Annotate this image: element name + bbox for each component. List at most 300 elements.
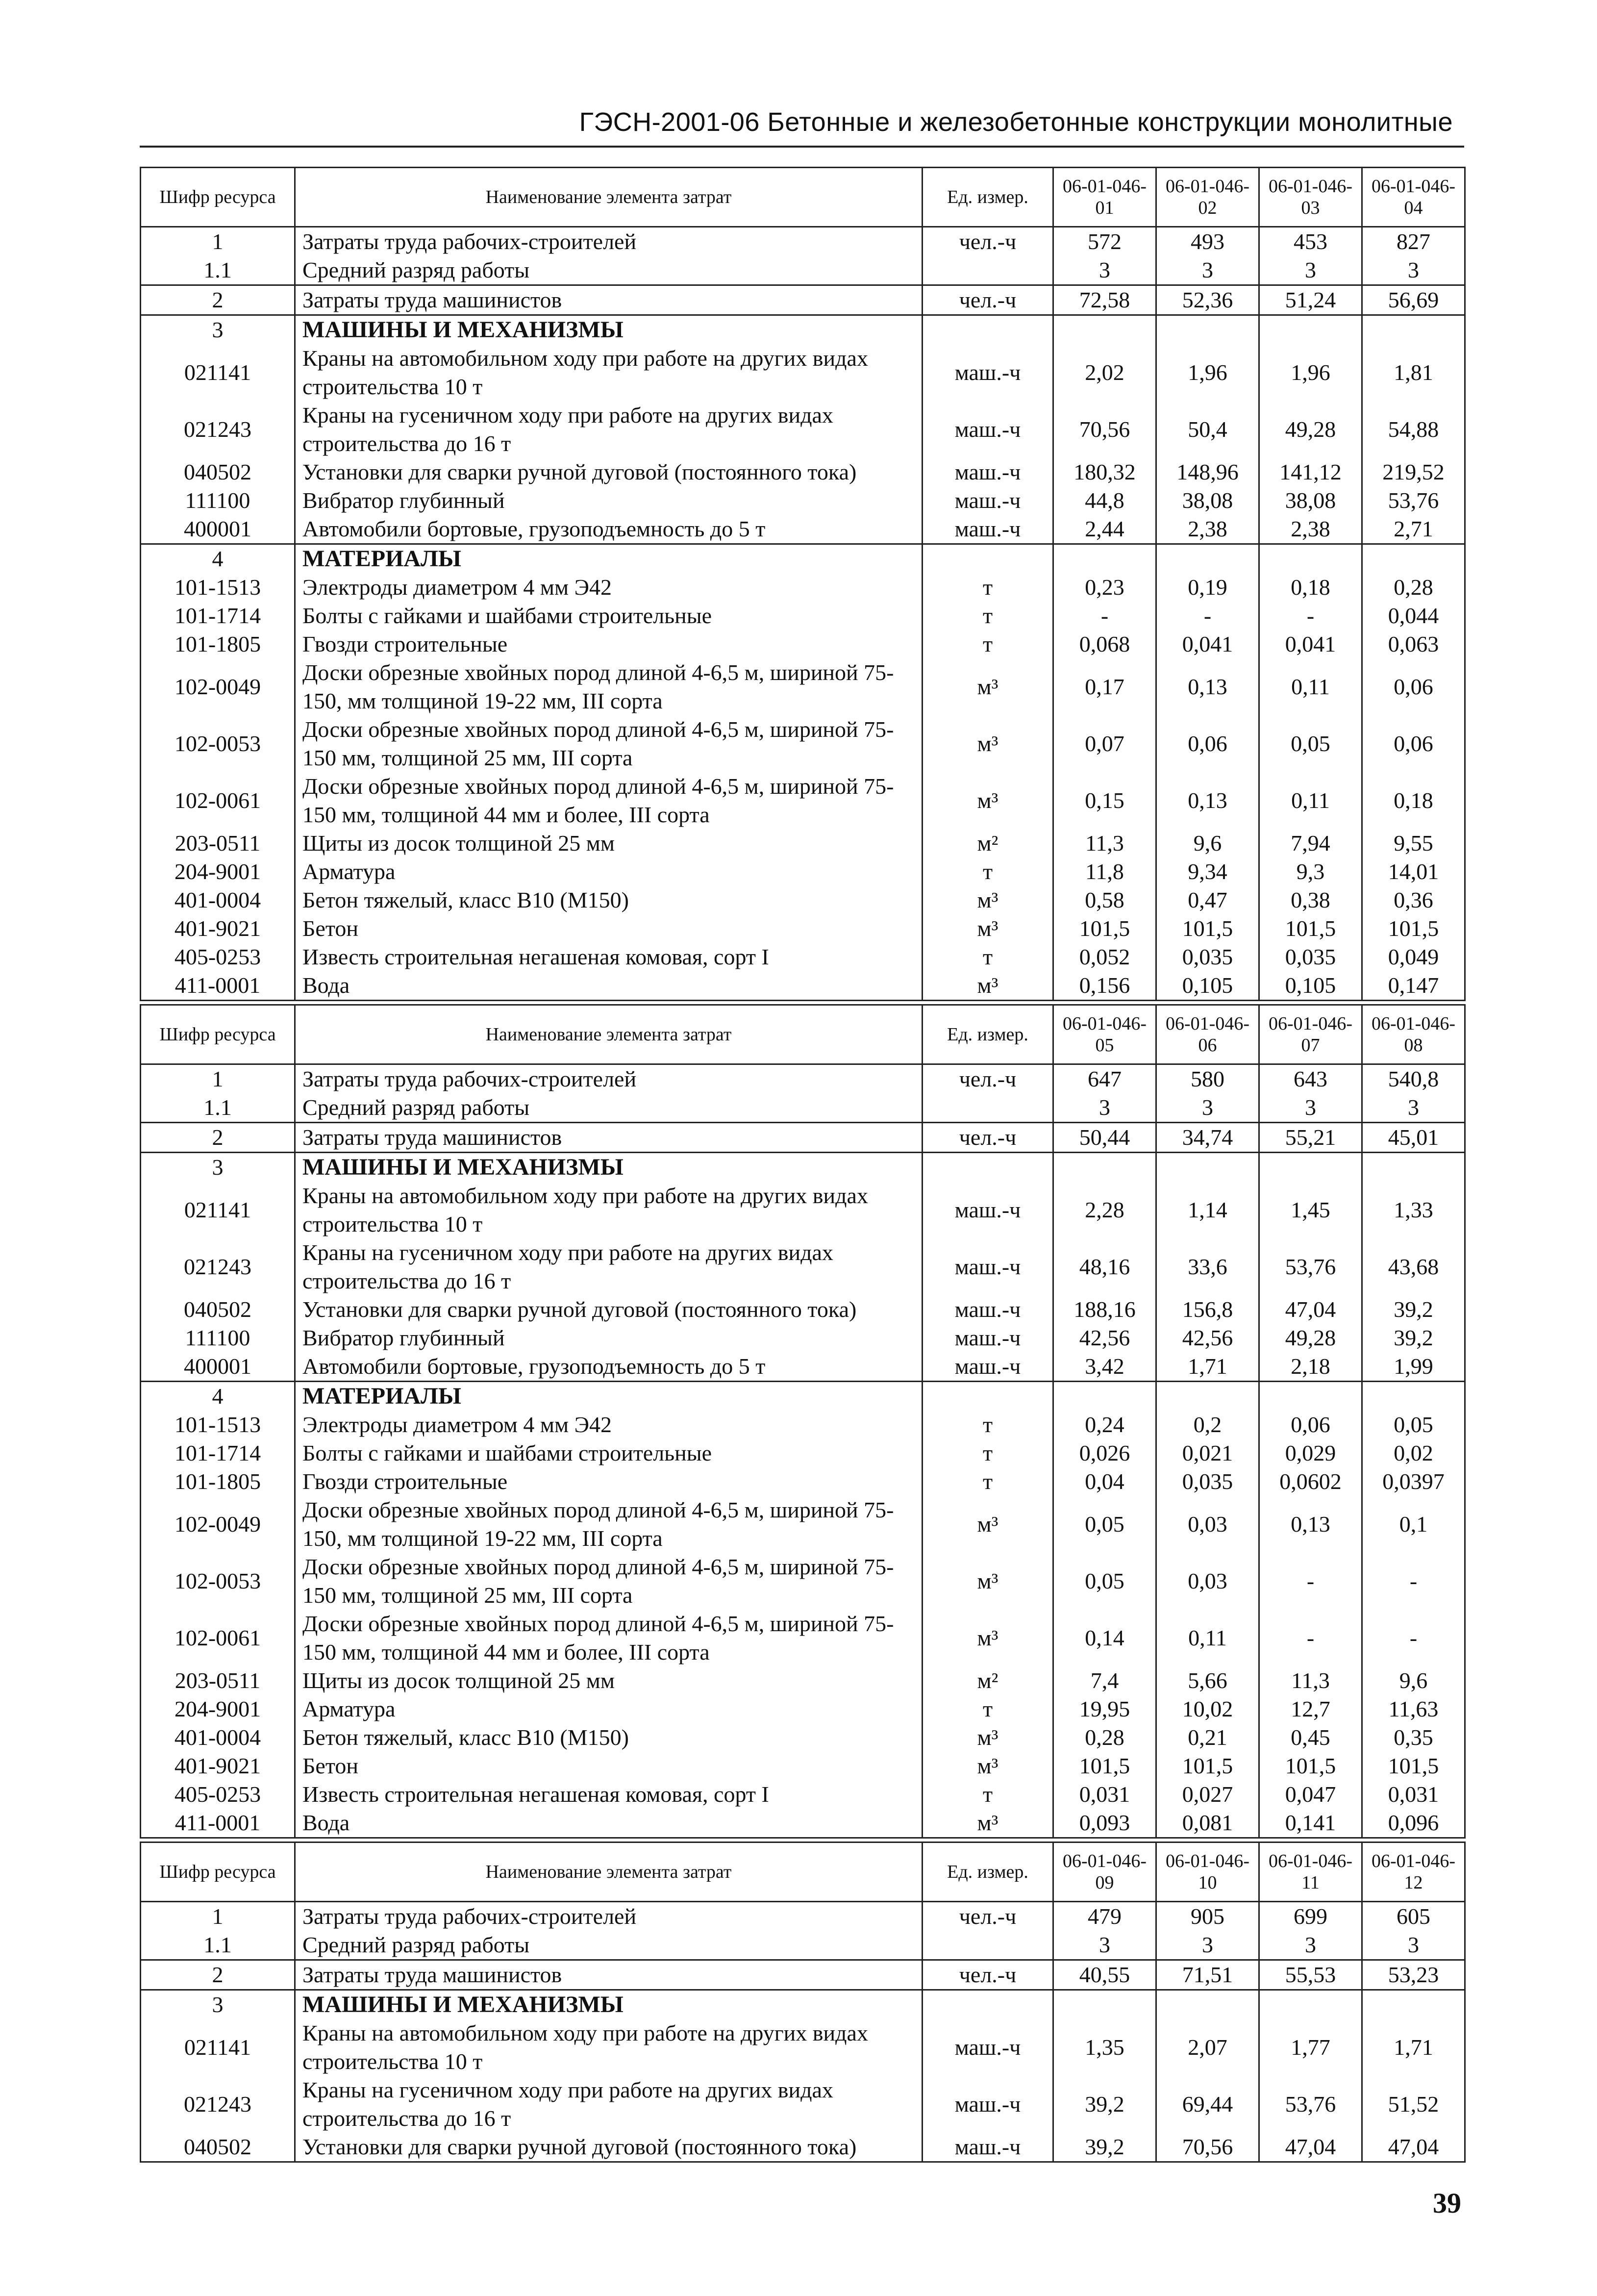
cell-unit: м³ [923, 1496, 1053, 1553]
cell-name: Затраты труда машинистов [295, 1960, 923, 1990]
column-header-norm-code: 06-01-046-12 [1362, 1842, 1465, 1902]
cell-value: 55,53 [1259, 1960, 1362, 1990]
cell-name: Доски обрезные хвойных пород длиной 4-6,5 м, шириной 75-150 мм, толщиной 44 мм и более, III сорта [295, 1610, 923, 1666]
cell-unit: маш.-ч [923, 401, 1053, 458]
cell-value [1053, 315, 1156, 345]
cell-code: 2 [141, 1960, 295, 1990]
cell-value [1156, 544, 1259, 574]
cell-value: 188,16 [1053, 1295, 1156, 1324]
cell-value: 0,06 [1259, 1411, 1362, 1439]
cell-value: 42,56 [1053, 1324, 1156, 1352]
table-row [141, 1467, 1465, 1496]
cell-name: Бетон [295, 914, 923, 943]
cell-unit: маш.-ч [923, 1324, 1053, 1352]
cell-value: - [1259, 1610, 1362, 1666]
cell-value: 0,044 [1362, 602, 1465, 630]
cell-value: 0,063 [1362, 630, 1465, 658]
cell-value: 38,08 [1156, 486, 1259, 515]
cell-unit: т [923, 858, 1053, 886]
cell-value: 0,47 [1156, 886, 1259, 914]
table-header-row [141, 168, 1465, 227]
cell-code: 203-0511 [141, 1666, 295, 1695]
cell-value: 9,3 [1259, 858, 1362, 886]
table-row [141, 1960, 1465, 1990]
cell-value: 0,14 [1053, 1610, 1156, 1666]
cell-code: 111100 [141, 1324, 295, 1352]
cell-code: 3 [141, 1153, 295, 1182]
table-row [141, 886, 1465, 914]
cell-unit: м³ [923, 715, 1053, 772]
cell-name: Затраты труда рабочих-строителей [295, 1064, 923, 1094]
cell-unit: м³ [923, 914, 1053, 943]
cell-unit: т [923, 1695, 1053, 1723]
cell-code: 101-1513 [141, 1411, 295, 1439]
column-header-unit: Ед. измер. [923, 1842, 1053, 1902]
cell-value: 0,05 [1053, 1496, 1156, 1553]
cell-unit: маш.-ч [923, 2019, 1053, 2076]
cell-code: 040502 [141, 2133, 295, 2162]
column-header-norm-code: 06-01-046-07 [1259, 1005, 1362, 1064]
section-row [141, 1382, 1465, 1411]
cell-unit: маш.-ч [923, 344, 1053, 401]
cell-name: Вибратор глубинный [295, 486, 923, 515]
cell-value [1156, 315, 1259, 345]
cell-value [1259, 315, 1362, 345]
cell-name: Установки для сварки ручной дуговой (постоянного тока) [295, 458, 923, 486]
cell-code: 400001 [141, 515, 295, 544]
cell-name: Доски обрезные хвойных пород длиной 4-6,5 м, шириной 75-150, мм толщиной 19-22 мм, III сорта [295, 658, 923, 715]
cell-code: 021243 [141, 1238, 295, 1295]
cell-value: 479 [1053, 1902, 1156, 1931]
cell-name: Установки для сварки ручной дуговой (постоянного тока) [295, 1295, 923, 1324]
table-row [141, 401, 1465, 458]
cell-value: 3 [1053, 1931, 1156, 1960]
cell-unit: т [923, 1467, 1053, 1496]
cell-name: Гвозди строительные [295, 1467, 923, 1496]
cell-name: Арматура [295, 858, 923, 886]
cell-value: 2,02 [1053, 344, 1156, 401]
cell-name: Вибратор глубинный [295, 1324, 923, 1352]
cell-code: 3 [141, 315, 295, 345]
cell-value: 55,21 [1259, 1123, 1362, 1153]
cell-value: 43,68 [1362, 1238, 1465, 1295]
table-row [141, 658, 1465, 715]
cell-name: Доски обрезные хвойных пород длиной 4-6,5 м, шириной 75-150 мм, толщиной 44 мм и более, III сорта [295, 772, 923, 829]
cell-code: 1.1 [141, 256, 295, 285]
cell-value: 0,02 [1362, 1439, 1465, 1467]
cell-value: 3 [1362, 256, 1465, 285]
cell-name: Средний разряд работы [295, 256, 923, 285]
cell-value: 49,28 [1259, 1324, 1362, 1352]
column-header-unit: Ед. измер. [923, 168, 1053, 227]
table-row [141, 1809, 1465, 1838]
cell-name: Затраты труда рабочих-строителей [295, 227, 923, 256]
cell-value: 643 [1259, 1064, 1362, 1094]
cell-unit: маш.-ч [923, 486, 1053, 515]
cell-value: 0,03 [1156, 1553, 1259, 1610]
cell-name: Бетон [295, 1752, 923, 1780]
cell-value: 0,156 [1053, 971, 1156, 1001]
cell-value: 52,36 [1156, 285, 1259, 315]
cell-value: 2,07 [1156, 2019, 1259, 2076]
cell-value: 2,28 [1053, 1182, 1156, 1238]
cell-code: 1 [141, 1064, 295, 1094]
cell-value: 0,06 [1362, 658, 1465, 715]
cell-code: 102-0049 [141, 1496, 295, 1553]
cell-value: 0,18 [1362, 772, 1465, 829]
cell-value: 0,052 [1053, 943, 1156, 971]
cell-value: 0,105 [1259, 971, 1362, 1001]
table-row [141, 1352, 1465, 1382]
cell-code: 405-0253 [141, 1780, 295, 1809]
column-header-norm-code: 06-01-046-08 [1362, 1005, 1465, 1064]
table-row [141, 344, 1465, 401]
cell-value: 0,23 [1053, 573, 1156, 602]
cell-name: Автомобили бортовые, грузоподъемность до 5 т [295, 1352, 923, 1382]
cell-unit: т [923, 630, 1053, 658]
cell-name: Известь строительная негашеная комовая, сорт I [295, 1780, 923, 1809]
cell-value: 493 [1156, 227, 1259, 256]
cell-code: 102-0053 [141, 1553, 295, 1610]
column-header-norm-code: 06-01-046-11 [1259, 1842, 1362, 1902]
cell-unit: м³ [923, 886, 1053, 914]
cell-name: Известь строительная негашеная комовая, сорт I [295, 943, 923, 971]
cell-value: 70,56 [1156, 2133, 1259, 2162]
cell-name: Средний разряд работы [295, 1093, 923, 1123]
cell-value: 44,8 [1053, 486, 1156, 515]
cell-code: 101-1513 [141, 573, 295, 602]
cell-name: Краны на автомобильном ходу при работе на других видах строительства 10 т [295, 1182, 923, 1238]
cell-value: 101,5 [1156, 1752, 1259, 1780]
cell-name: Средний разряд работы [295, 1931, 923, 1960]
table-row [141, 1411, 1465, 1439]
cell-code: 401-9021 [141, 914, 295, 943]
cell-name: Арматура [295, 1695, 923, 1723]
cell-code: 021141 [141, 1182, 295, 1238]
cell-value: 3 [1259, 1093, 1362, 1123]
cell-value: 34,74 [1156, 1123, 1259, 1153]
cell-code: 3 [141, 1990, 295, 2019]
cell-unit: маш.-ч [923, 1352, 1053, 1382]
cell-value: 51,52 [1362, 2076, 1465, 2133]
cell-code: 204-9001 [141, 1695, 295, 1723]
cell-unit: чел.-ч [923, 227, 1053, 256]
cell-code: 101-1805 [141, 1467, 295, 1496]
cell-value: 1,81 [1362, 344, 1465, 401]
cell-value: 0,0397 [1362, 1467, 1465, 1496]
cell-value [1362, 1153, 1465, 1182]
cell-value: 11,63 [1362, 1695, 1465, 1723]
cell-code: 400001 [141, 1352, 295, 1382]
cell-value: 1,96 [1259, 344, 1362, 401]
cell-unit: чел.-ч [923, 1064, 1053, 1094]
cell-value: 3 [1156, 1093, 1259, 1123]
table-row [141, 458, 1465, 486]
cell-value: 9,55 [1362, 829, 1465, 858]
cell-value: 101,5 [1259, 914, 1362, 943]
cell-value: 0,027 [1156, 1780, 1259, 1809]
column-header-norm-code: 06-01-046-10 [1156, 1842, 1259, 1902]
cell-value: - [1156, 602, 1259, 630]
cell-name: Вода [295, 971, 923, 1001]
cell-unit: м³ [923, 971, 1053, 1001]
cell-value: 47,04 [1362, 2133, 1465, 2162]
cell-name: МАШИНЫ И МЕХАНИЗМЫ [295, 1153, 923, 1182]
cell-value: 53,76 [1259, 2076, 1362, 2133]
cell-value: 0,026 [1053, 1439, 1156, 1467]
cell-value: 0,13 [1259, 1496, 1362, 1553]
cell-code: 1 [141, 227, 295, 256]
column-header-name: Наименование элемента затрат [295, 168, 923, 227]
cell-value: 101,5 [1053, 914, 1156, 943]
cell-name: Электроды диаметром 4 мм Э42 [295, 1411, 923, 1439]
cell-value: 0,035 [1156, 943, 1259, 971]
cell-value: 2,71 [1362, 515, 1465, 544]
cell-name: Краны на гусеничном ходу при работе на других видах строительства до 16 т [295, 1238, 923, 1295]
cell-value: 0,58 [1053, 886, 1156, 914]
cell-unit [923, 1153, 1053, 1182]
cell-code: 1.1 [141, 1931, 295, 1960]
cell-code: 4 [141, 1382, 295, 1411]
column-header-norm-code: 06-01-046-09 [1053, 1842, 1156, 1902]
table-row [141, 227, 1465, 256]
cell-code: 102-0049 [141, 658, 295, 715]
table-row [141, 1610, 1465, 1666]
resource-table [140, 167, 1466, 1001]
cell-unit: м³ [923, 1610, 1053, 1666]
cell-value: 3 [1053, 256, 1156, 285]
table-row [141, 1064, 1465, 1094]
cell-code: 102-0061 [141, 1610, 295, 1666]
table-row [141, 829, 1465, 858]
cell-value: 0,141 [1259, 1809, 1362, 1838]
cell-value: 0,05 [1362, 1411, 1465, 1439]
cell-name: Затраты труда рабочих-строителей [295, 1902, 923, 1931]
cell-value: 0,13 [1156, 772, 1259, 829]
table-row [141, 2076, 1465, 2133]
cell-value: 3 [1053, 1093, 1156, 1123]
cell-value: 1,14 [1156, 1182, 1259, 1238]
cell-code: 401-0004 [141, 1723, 295, 1752]
cell-unit: м³ [923, 772, 1053, 829]
cell-value: 0,049 [1362, 943, 1465, 971]
cell-value: 0,029 [1259, 1439, 1362, 1467]
cell-code: 1.1 [141, 1093, 295, 1123]
cell-value: 0,03 [1156, 1496, 1259, 1553]
cell-value: 0,04 [1053, 1467, 1156, 1496]
cell-value: 19,95 [1053, 1695, 1156, 1723]
cell-value: 0,031 [1362, 1780, 1465, 1809]
cell-value [1362, 544, 1465, 574]
cell-value: 39,2 [1362, 1324, 1465, 1352]
resource-table [140, 1004, 1466, 1839]
cell-value: 2,18 [1259, 1352, 1362, 1382]
table-row [141, 715, 1465, 772]
resource-table [140, 1842, 1466, 2163]
cell-value: 101,5 [1053, 1752, 1156, 1780]
cell-name: Доски обрезные хвойных пород длиной 4-6,5 м, шириной 75-150, мм толщиной 19-22 мм, III сорта [295, 1496, 923, 1553]
cell-unit: м³ [923, 1809, 1053, 1838]
cell-code: 411-0001 [141, 971, 295, 1001]
cell-value [1053, 1382, 1156, 1411]
cell-value: 699 [1259, 1902, 1362, 1931]
table-row [141, 1123, 1465, 1153]
cell-unit: маш.-ч [923, 1182, 1053, 1238]
cell-value [1259, 544, 1362, 574]
cell-unit: т [923, 1411, 1053, 1439]
cell-name: МАТЕРИАЛЫ [295, 1382, 923, 1411]
table-row [141, 971, 1465, 1001]
cell-value: 101,5 [1156, 914, 1259, 943]
cell-name: Краны на гусеничном ходу при работе на других видах строительства до 16 т [295, 401, 923, 458]
cell-value [1362, 1990, 1465, 2019]
cell-value: 69,44 [1156, 2076, 1259, 2133]
table-row [141, 486, 1465, 515]
cell-code: 401-0004 [141, 886, 295, 914]
section-row [141, 544, 1465, 574]
cell-unit: м³ [923, 1752, 1053, 1780]
cell-unit: м³ [923, 658, 1053, 715]
cell-value: 0,24 [1053, 1411, 1156, 1439]
cell-name: Доски обрезные хвойных пород длиной 4-6,5 м, шириной 75-150 мм, толщиной 25 мм, III сорта [295, 1553, 923, 1610]
column-header-code: Шифр ресурса [141, 168, 295, 227]
cell-value: - [1259, 602, 1362, 630]
cell-value: - [1259, 1553, 1362, 1610]
cell-name: Вода [295, 1809, 923, 1838]
cell-value: 1,33 [1362, 1182, 1465, 1238]
column-header-unit: Ед. измер. [923, 1005, 1053, 1064]
cell-value: 1,71 [1362, 2019, 1465, 2076]
cell-value: 71,51 [1156, 1960, 1259, 1990]
table-row [141, 1182, 1465, 1238]
column-header-code: Шифр ресурса [141, 1842, 295, 1902]
table-header-row [141, 1842, 1465, 1902]
cell-value: 0,035 [1156, 1467, 1259, 1496]
cell-value: 101,5 [1362, 914, 1465, 943]
cell-value: 0,19 [1156, 573, 1259, 602]
cell-unit: т [923, 602, 1053, 630]
section-row [141, 315, 1465, 345]
cell-name: Гвозди строительные [295, 630, 923, 658]
cell-value: 0,35 [1362, 1723, 1465, 1752]
cell-value: 51,24 [1259, 285, 1362, 315]
cell-value: 0,06 [1362, 715, 1465, 772]
table-row [141, 1439, 1465, 1467]
cell-value: 49,28 [1259, 401, 1362, 458]
cell-code: 102-0053 [141, 715, 295, 772]
cell-value: 14,01 [1362, 858, 1465, 886]
table-row [141, 1902, 1465, 1931]
cell-code: 021141 [141, 344, 295, 401]
cell-value: 0,031 [1053, 1780, 1156, 1809]
cell-value: 9,6 [1362, 1666, 1465, 1695]
cell-code: 040502 [141, 1295, 295, 1324]
cell-name: Краны на автомобильном ходу при работе на других видах строительства 10 т [295, 2019, 923, 2076]
cell-value: 0,041 [1156, 630, 1259, 658]
table-row [141, 602, 1465, 630]
cell-value: 3 [1259, 256, 1362, 285]
cell-value [1053, 1990, 1156, 2019]
cell-value: 0,36 [1362, 886, 1465, 914]
table-row [141, 2019, 1465, 2076]
cell-value: 580 [1156, 1064, 1259, 1094]
cell-value: - [1362, 1610, 1465, 1666]
column-header-norm-code: 06-01-046-05 [1053, 1005, 1156, 1064]
cell-name: Краны на автомобильном ходу при работе на других видах строительства 10 т [295, 344, 923, 401]
table-row [141, 573, 1465, 602]
cell-unit: т [923, 1780, 1053, 1809]
cell-value: 0,28 [1362, 573, 1465, 602]
cell-value: 0,38 [1259, 886, 1362, 914]
cell-value: 72,58 [1053, 285, 1156, 315]
cell-unit: т [923, 943, 1053, 971]
cell-name: Бетон тяжелый, класс В10 (М150) [295, 1723, 923, 1752]
cell-unit [923, 1931, 1053, 1960]
cell-value: 572 [1053, 227, 1156, 256]
cell-code: 204-9001 [141, 858, 295, 886]
cell-code: 021243 [141, 401, 295, 458]
cell-name: Затраты труда машинистов [295, 285, 923, 315]
cell-unit: маш.-ч [923, 2076, 1053, 2133]
cell-value [1156, 1990, 1259, 2019]
cell-code: 4 [141, 544, 295, 574]
table-row [141, 1931, 1465, 1960]
cell-unit: т [923, 1439, 1053, 1467]
cell-value: 40,55 [1053, 1960, 1156, 1990]
cell-value: 0,105 [1156, 971, 1259, 1001]
cell-value: 0,147 [1362, 971, 1465, 1001]
cell-value: 42,56 [1156, 1324, 1259, 1352]
cell-unit [923, 544, 1053, 574]
cell-value: 54,88 [1362, 401, 1465, 458]
cell-value: 39,2 [1362, 1295, 1465, 1324]
column-header-norm-code: 06-01-046-01 [1053, 168, 1156, 227]
cell-value [1362, 1382, 1465, 1411]
cell-value: 3 [1362, 1093, 1465, 1123]
cell-value: 47,04 [1259, 1295, 1362, 1324]
table-row [141, 1238, 1465, 1295]
table-row [141, 1093, 1465, 1123]
cell-value: 0,093 [1053, 1809, 1156, 1838]
cell-value: 3,42 [1053, 1352, 1156, 1382]
column-header-norm-code: 06-01-046-04 [1362, 168, 1465, 227]
cell-value: 7,94 [1259, 829, 1362, 858]
cell-value: 11,3 [1259, 1666, 1362, 1695]
cell-value: 0,07 [1053, 715, 1156, 772]
column-header-norm-code: 06-01-046-03 [1259, 168, 1362, 227]
table-row [141, 1752, 1465, 1780]
cell-unit: м² [923, 1666, 1053, 1695]
cell-value: 540,8 [1362, 1064, 1465, 1094]
cell-value: 33,6 [1156, 1238, 1259, 1295]
cell-value: 3 [1259, 1931, 1362, 1960]
cell-value: 1,35 [1053, 2019, 1156, 2076]
cell-value: 219,52 [1362, 458, 1465, 486]
cell-value [1259, 1153, 1362, 1182]
table-row [141, 1496, 1465, 1553]
cell-value: 9,6 [1156, 829, 1259, 858]
cell-value [1362, 315, 1465, 345]
cell-value: 3 [1362, 1931, 1465, 1960]
cell-unit: маш.-ч [923, 515, 1053, 544]
cell-value: 0,17 [1053, 658, 1156, 715]
cell-name: МАШИНЫ И МЕХАНИЗМЫ [295, 315, 923, 345]
cell-code: 101-1714 [141, 602, 295, 630]
cell-value: 156,8 [1156, 1295, 1259, 1324]
cell-value: 45,01 [1362, 1123, 1465, 1153]
table-row [141, 2133, 1465, 2162]
cell-value: - [1053, 602, 1156, 630]
